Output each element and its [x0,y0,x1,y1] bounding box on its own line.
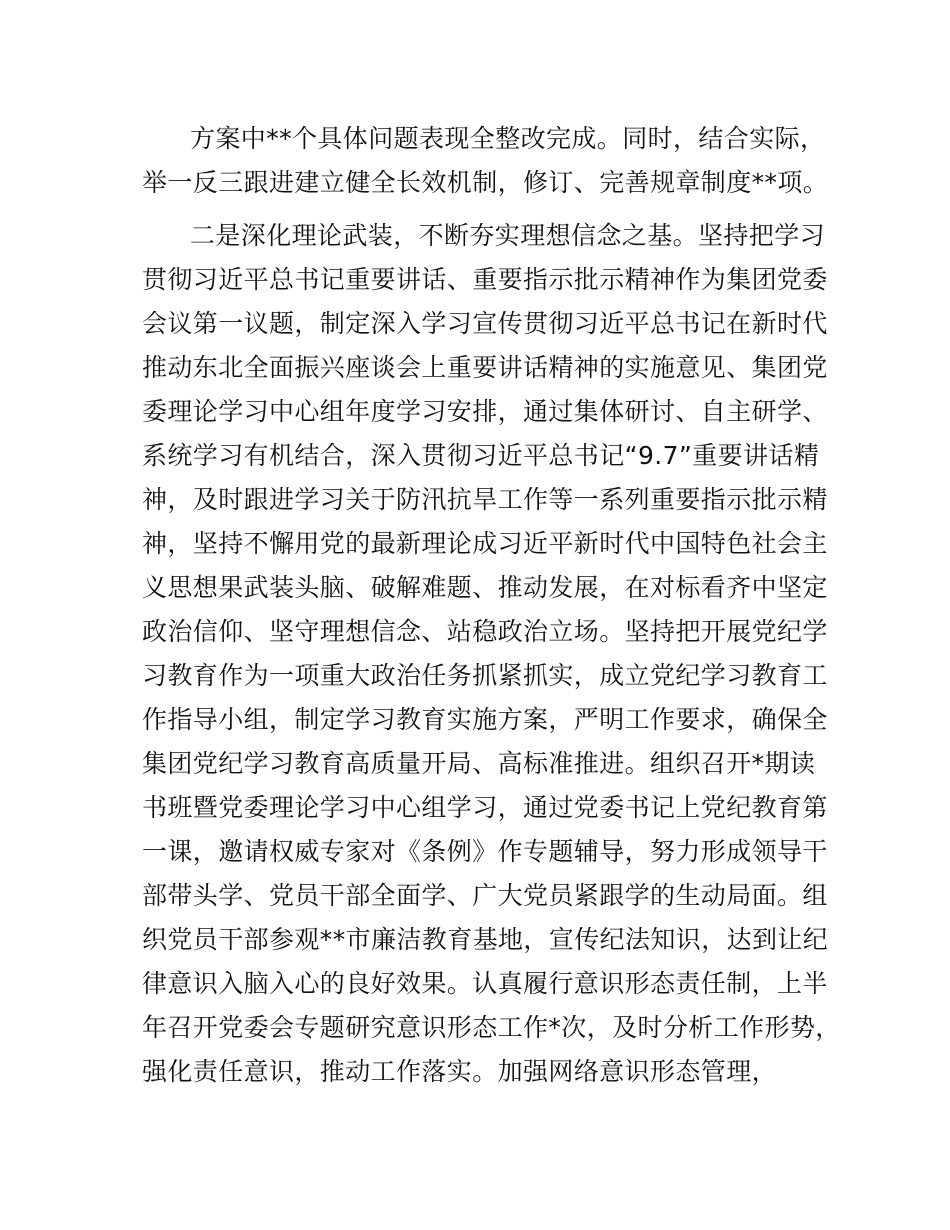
text-line: 神，及时跟进学习关于防汛抗旱工作等一系列重要指示批示精 [142,485,828,514]
text-line: 方案中**个具体问题表现全整改完成。同时，结合实际， [190,124,826,153]
text-line: 律意识入脑入心的良好效果。认真履行意识形态责任制，上半 [142,969,828,998]
text-line: 推动东北全面振兴座谈会上重要讲话精神的实施意见、集团党 [142,353,828,382]
text-line: 神，坚持不懈用党的最新理论成习近平新时代中国特色社会主 [142,529,828,558]
text-line: 集团党纪学习教育高质量开局、高标准推进。组织召开*期读 [142,749,816,778]
text-line: 书班暨党委理论学习中心组学习，通过党委书记上党纪教育第 [142,793,828,822]
text-line: 一课，邀请权威专家对《条例》作专题辅导，努力形成领导干 [142,837,828,866]
text-line: 强化责任意识，推动工作落实。加强网络意识形态管理， [142,1057,778,1086]
text-line: 举一反三跟进建立健全长效机制，修订、完善规章制度**项。 [142,168,829,197]
paragraph-heading-line: 二是深化理论武装，不断夯实理想信念之基。坚持把学习 [190,221,826,250]
text-line: 作指导小组，制定学习教育实施方案，严明工作要求，确保全 [142,705,828,734]
text-line: 织党员干部参观**市廉洁教育基地，宣传纪法知识，达到让纪 [142,925,829,954]
text-line: 习教育作为一项重大政治任务抓紧抓实，成立党纪学习教育工 [142,661,828,690]
text-line: 政治信仰、坚守理想信念、站稳政治立场。坚持把开展党纪学 [142,617,828,646]
text-line: 年召开党委会专题研究意识形态工作*次，及时分析工作形势， [142,1013,841,1042]
text-line: 义思想果武装头脑、破解难题、推动发展，在对标看齐中坚定 [142,573,828,602]
text-line: 系统学习有机结合，深入贯彻习近平总书记“9.7”重要讲话精 [142,441,820,470]
text-line: 部带头学、党员干部全面学、广大党员紧跟学的生动局面。组 [142,881,828,910]
text-line: 贯彻习近平总书记重要讲话、重要指示批示精神作为集团党委 [142,265,828,294]
text-line: 委理论学习中心组年度学习安排，通过集体研讨、自主研学、 [142,397,828,426]
text-line: 会议第一议题，制定深入学习宣传贯彻习近平总书记在新时代 [142,309,828,338]
